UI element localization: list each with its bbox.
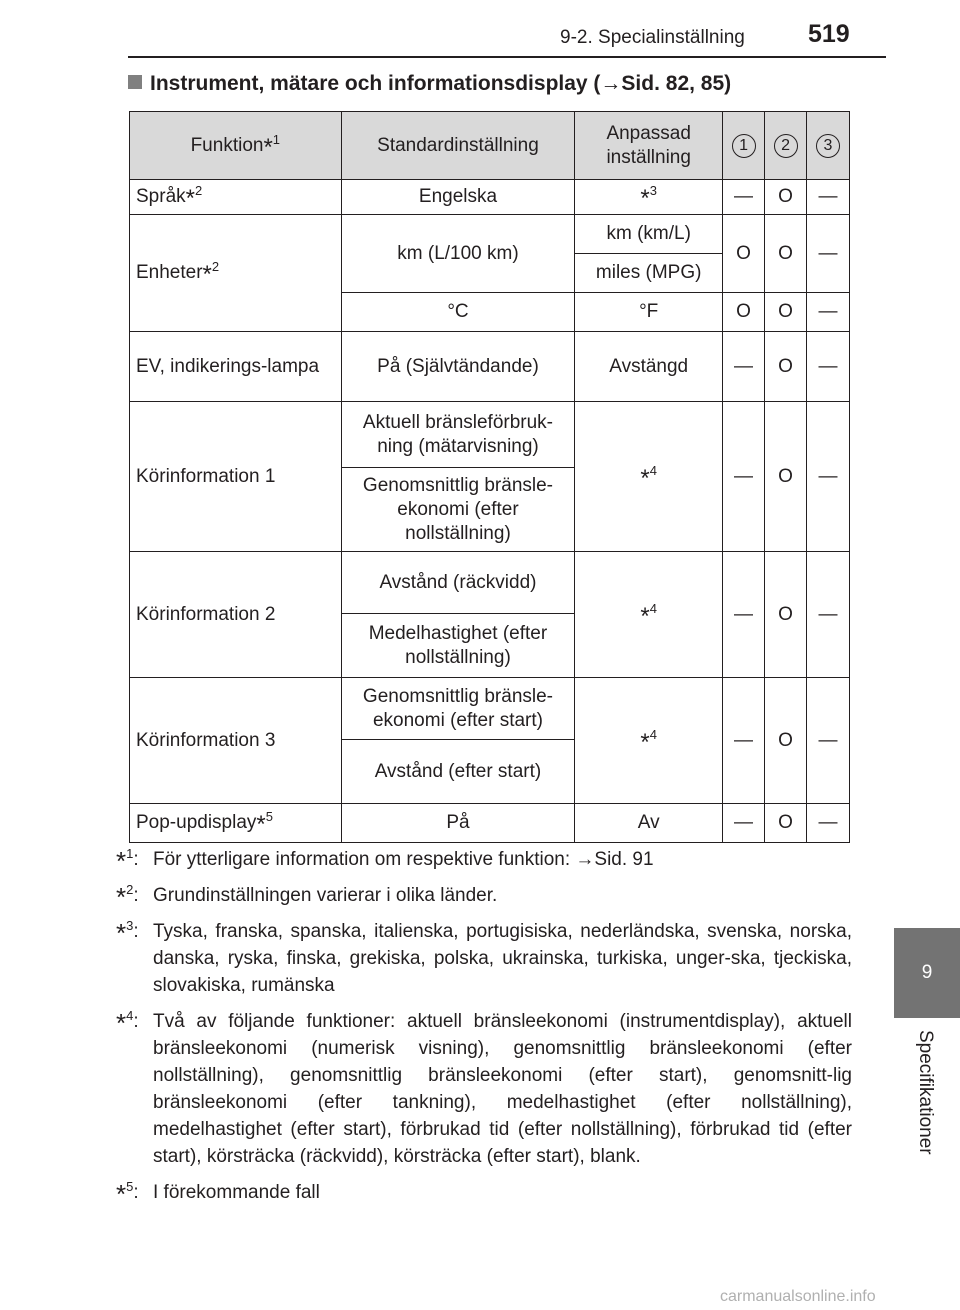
footnote-text: I förekommande fall [153, 1182, 320, 1203]
page-header [0, 0, 960, 60]
cell-default: Medelhastighet (efter nollställning) [341, 614, 575, 678]
cell-setting-2: O [765, 180, 807, 215]
cell-setting-1: — [723, 678, 765, 804]
cell-function: Körinformation 1 [130, 402, 342, 552]
cell-setting-3: — [807, 215, 850, 293]
cell-custom: km (km/L) [575, 215, 723, 254]
header-col-2 [765, 112, 807, 180]
section-heading-ref: Sid. 82, 85) [621, 72, 732, 95]
cell-setting-1: — [723, 552, 765, 678]
cell-setting-3: — [807, 402, 850, 552]
section-heading-text: Instrument, mätare och informationsdisplay ( [150, 72, 601, 95]
table-row [130, 552, 850, 614]
table-row [130, 180, 850, 215]
footnote-marker: *$^1$: [116, 846, 139, 876]
cell-function: EV, indikerings-lampa [130, 332, 342, 402]
table-row [130, 332, 850, 402]
cell-custom: *$^4$ [575, 402, 723, 552]
cell-default: På [341, 804, 575, 843]
cell-setting-1: — [723, 804, 765, 843]
header-col-1 [723, 112, 765, 180]
cell-setting-2: O [765, 332, 807, 402]
cell-default: Genomsnittlig bränsle-ekonomi (efter nollställning) [341, 468, 575, 552]
cell-default: Aktuell bränsleförbruk-ning (mätarvisning) [341, 402, 575, 468]
header-col-3 [807, 112, 850, 180]
cell-default: km (L/100 km) [341, 215, 575, 293]
table-row [130, 215, 850, 254]
cell-setting-2: O [765, 552, 807, 678]
cell-custom: *$^4$ [575, 552, 723, 678]
cell-custom: Av [575, 804, 723, 843]
cell-custom: Avstängd [575, 332, 723, 402]
cell-setting-3: — [807, 804, 850, 843]
page-number: 519 [808, 20, 850, 48]
cell-function: Körinformation 3 [130, 678, 342, 804]
cell-setting-1: O [723, 293, 765, 332]
circled-3-icon: 3 [816, 134, 840, 158]
footnote-marker: *$^3$: [116, 918, 139, 948]
section-heading [128, 72, 731, 96]
chapter-label [900, 1030, 950, 1260]
cell-setting-1: O [723, 215, 765, 293]
footnote [116, 1179, 852, 1209]
footnote-text: Tyska, franska, spanska, italienska, portugisiska, nederländska, svenska, norska, danska, ryska, finska, grekiska, polska, ukrainska, turkiska, unger-ska, tjeckiska, slovakiska, rumänska [153, 921, 852, 996]
footnote-text: Två av följande funktioner: aktuell bränsleekonomi (instrumentdisplay), aktuell bränsleekonomi (numerisk visning), genomsnittlig bränsleekonomi (efter nollställning), genomsnittlig bränsleekonomi (efter start), genomsnitt-lig bränsleekonomi (efter tankning), medelhastighet (efter nollställning), medelhastighet (efter start), förbrukad tid (efter nollställning), förbrukad tid (efter start), körsträcka (räckvidd), körsträcka (efter start), blank. [153, 1011, 852, 1167]
cell-default: Genomsnittlig bränsle-ekonomi (efter start) [341, 678, 575, 740]
table-header-row [130, 112, 850, 180]
cell-setting-2: O [765, 215, 807, 293]
footnote-marker: *$^2$: [116, 882, 139, 912]
cell-default: Avstånd (efter start) [341, 740, 575, 804]
header-function: Funktion*$^1$ [130, 112, 342, 180]
cell-custom: *$^4$ [575, 678, 723, 804]
header-custom: Anpassad inställning [575, 112, 723, 180]
cell-setting-2: O [765, 678, 807, 804]
cell-setting-1: — [723, 402, 765, 552]
chapter-label-text: Specifikationer [915, 1030, 936, 1155]
watermark: carmanualsonline.info [720, 1288, 876, 1305]
circled-2-icon: 2 [774, 134, 798, 158]
chapter-tab: 9 [894, 928, 960, 1018]
arrow-icon: → [600, 72, 622, 95]
cell-function: Pop-updisplay*$^5$ [130, 804, 342, 843]
header-section-title: 9-2. Specialinställning [560, 27, 745, 48]
cell-setting-2: O [765, 402, 807, 552]
footnote-text: Grundinställningen varierar i olika länder. [153, 885, 498, 906]
footnote [116, 846, 852, 876]
square-bullet-icon [128, 75, 142, 89]
cell-function: Körinformation 2 [130, 552, 342, 678]
table-row [130, 804, 850, 843]
footnote [116, 882, 852, 912]
cell-setting-3: — [807, 678, 850, 804]
cell-function: Språk*$^2$ [130, 180, 342, 215]
table-row [130, 402, 850, 468]
cell-default: Avstånd (räckvidd) [341, 552, 575, 614]
cell-setting-2: O [765, 804, 807, 843]
cell-custom: *$^3$ [575, 180, 723, 215]
cell-setting-2: O [765, 293, 807, 332]
cell-function: Enheter*$^2$ [130, 215, 342, 332]
header-divider [128, 56, 886, 58]
footnote [116, 918, 852, 999]
footnotes [116, 846, 852, 1215]
cell-default: °C [341, 293, 575, 332]
cell-setting-3: — [807, 180, 850, 215]
settings-table [129, 111, 850, 843]
cell-default: Engelska [341, 180, 575, 215]
cell-setting-1: — [723, 332, 765, 402]
footnote-marker: *$^4$: [116, 1008, 139, 1038]
cell-custom: miles (MPG) [575, 254, 723, 293]
cell-default: På (Självtändande) [341, 332, 575, 402]
footnote [116, 1008, 852, 1170]
header-default: Standardinställning [341, 112, 575, 180]
footnote-marker: *$^5$: [116, 1179, 139, 1209]
circled-1-icon: 1 [732, 134, 756, 158]
cell-setting-3: — [807, 332, 850, 402]
cell-custom: °F [575, 293, 723, 332]
cell-setting-3: — [807, 293, 850, 332]
table-row [130, 678, 850, 740]
footnote-text: För ytterligare information om respektive funktion: →Sid. 91 [153, 849, 654, 870]
cell-setting-1: — [723, 180, 765, 215]
cell-setting-3: — [807, 552, 850, 678]
